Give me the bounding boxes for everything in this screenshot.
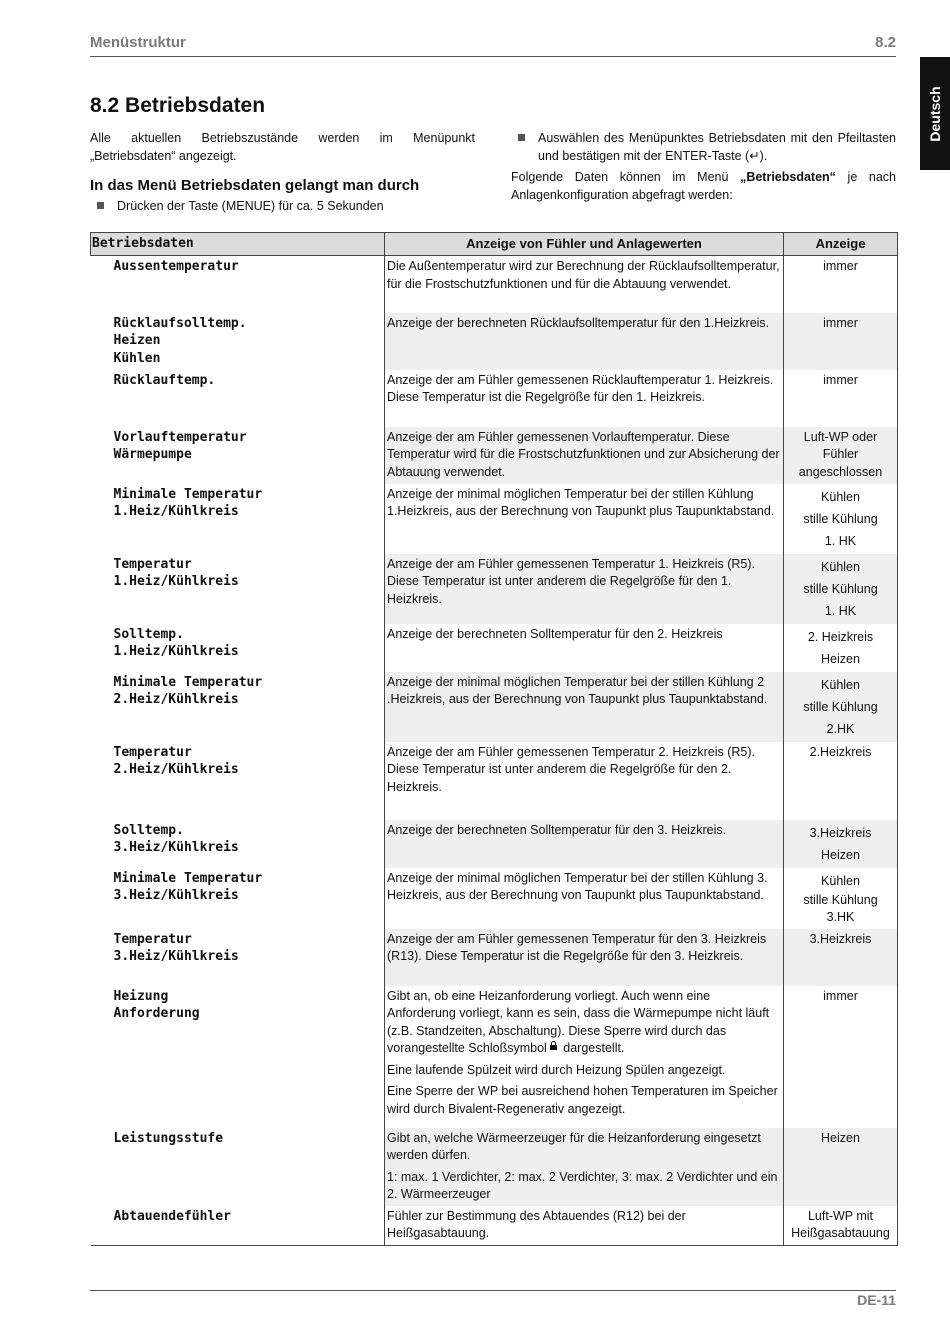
display-line: 2.Heizkreis	[809, 744, 872, 759]
row-name	[91, 427, 385, 484]
row-display	[784, 313, 898, 370]
row-description	[385, 484, 784, 554]
desc-text: Anzeige der berechneten Rücklaufsolltemperatur für den 1.Heizkreis.	[387, 315, 770, 330]
table-row	[91, 484, 898, 554]
table-row	[91, 427, 898, 484]
bullet-text: Auswählen des Menüpunktes Betriebsdaten mit den Pfeiltasten und bestätigen mit der ENTER-Taste (↵).	[538, 131, 896, 163]
desc-text: Anzeige der minimal möglichen Temperatur bei der stillen Kühlung 1.Heizkreis, aus der Berechnung von Taupunkt plus Taupunktabstand.	[387, 486, 775, 518]
display-line: immer	[823, 988, 858, 1003]
row-display	[784, 554, 898, 624]
display-line: Heizen	[821, 1130, 860, 1145]
header-rule	[90, 56, 896, 57]
display-line: 3.HK	[826, 910, 855, 924]
table-header-row	[91, 233, 898, 256]
desc-text: Eine Sperre der WP bei ausreichend hohen Temperaturen im Speicher wird durch Bivalent-Regenerativ angezeigt.	[387, 1084, 778, 1116]
row-name	[91, 256, 385, 313]
desc-text-part: Gibt an, ob eine Heizanforderung vorliegt. Auch wenn eine Anforderung vorliegt, kann es sein, dass die Wärmepumpe nicht läuft (z.B. Standzeiten, Abschaltung). Diese Sperre wird durch das vorangestellte Schloßsymbol	[387, 988, 770, 1055]
row-description	[385, 820, 784, 868]
name-line: Aussentemperatur	[113, 259, 239, 274]
bullet-text: Drücken der Taste (MENUE) für ca. 5 Sekunden	[117, 199, 384, 213]
table-row	[91, 742, 898, 820]
name-line: Wärmepumpe	[113, 447, 192, 462]
row-description	[385, 672, 784, 742]
row-description	[385, 742, 784, 820]
row-description	[385, 986, 784, 1128]
row-description	[385, 427, 784, 484]
bullet-menue-key	[97, 198, 477, 216]
display-line: immer	[823, 372, 858, 387]
name-line: Temperatur	[113, 744, 192, 760]
table-row	[91, 672, 898, 742]
display-line: Kühlen	[821, 489, 860, 504]
data-intro-paragraph	[511, 169, 896, 204]
name-line: Anforderung	[113, 1006, 200, 1021]
row-name	[91, 868, 385, 929]
row-name	[91, 484, 385, 554]
desc-text: Anzeige der minimal möglichen Temperatur bei der stillen Kühlung 2 .Heizkreis, aus der Berechnung von Taupunkt plus Taupunktabstand.	[387, 674, 768, 706]
desc-text: Anzeige der am Fühler gemessenen Temperatur für den 3. Heizkreis (R13). Diese Temperatur ist die Regelgröße für den 3. Heizkreis.	[387, 931, 767, 963]
display-line: Heizen	[821, 651, 860, 666]
name-line: Temperatur	[113, 556, 192, 572]
table-row	[91, 820, 898, 868]
operating-data-table	[90, 232, 898, 1246]
display-line: Fühler	[822, 447, 859, 461]
row-display	[784, 672, 898, 742]
table-row	[91, 554, 898, 624]
name-line: Minimale Temperatur	[113, 486, 263, 502]
name-line: Rücklaufsolltemp.	[113, 315, 247, 331]
para-text-end: je nach Anlagenkonfiguration abgefragt werden:	[511, 170, 897, 202]
name-line: 2.Heiz/Kühlkreis	[113, 692, 239, 707]
language-tab-label: Deutsch	[927, 85, 943, 142]
row-display	[784, 370, 898, 427]
bullet-square-icon	[97, 202, 104, 209]
table-row	[91, 370, 898, 427]
row-display	[784, 624, 898, 672]
display-line: Luft-WP mit	[807, 1208, 874, 1223]
row-name	[91, 672, 385, 742]
display-line: 3.Heizkreis	[809, 825, 872, 840]
col-header-display: Anzeige	[784, 233, 898, 256]
para-text: Folgende Daten können im Menü	[511, 170, 741, 184]
row-description	[385, 1128, 784, 1206]
name-line: 3.Heiz/Kühlkreis	[113, 840, 239, 855]
name-line: 3.Heiz/Kühlkreis	[113, 888, 239, 903]
desc-text: Fühler zur Bestimmung des Abtauendes (R12) bei der Heißgasabtauung.	[387, 1208, 686, 1240]
name-line: Minimale Temperatur	[113, 870, 263, 886]
language-tab	[920, 57, 950, 170]
display-line: Kühlen	[821, 559, 860, 574]
desc-text: Gibt an, welche Wärmeerzeuger für die Heizanforderung eingesetzt werden dürfen.	[387, 1130, 761, 1162]
section-title: 8.2 Betriebsdaten	[90, 94, 266, 117]
subheading: In das Menü Betriebsdaten gelangt man durch	[90, 177, 420, 194]
footer-rule	[90, 1290, 896, 1291]
name-line: 1.Heiz/Kühlkreis	[113, 504, 239, 519]
display-line: stille Kühlung	[803, 892, 878, 907]
desc-text: Diese Temperatur ist unter anderem die Regelgröße für den 2. Heizkreis.	[387, 762, 732, 794]
desc-text: Die Außentemperatur wird zur Berechnung der Rücklaufsolltemperatur, für die Frostschutzfunktionen und für die Abtauung verwendet.	[387, 259, 780, 291]
name-line: Minimale Temperatur	[113, 674, 263, 690]
table-row	[91, 256, 898, 313]
display-line: stille Kühlung	[803, 511, 878, 526]
col-header-name: Betriebsdaten	[91, 233, 385, 256]
display-line: Kühlen	[821, 677, 860, 692]
row-name	[91, 1128, 385, 1206]
table-row	[91, 313, 898, 370]
row-display	[784, 929, 898, 986]
row-display	[784, 820, 898, 868]
name-line: 2.Heiz/Kühlkreis	[113, 762, 239, 777]
name-line: 3.Heiz/Kühlkreis	[113, 949, 239, 964]
row-display	[784, 484, 898, 554]
name-line: Rücklauftemp.	[113, 372, 216, 388]
row-display	[784, 742, 898, 820]
running-header-section: Menüstruktur	[90, 34, 186, 51]
running-header-number: 8.2	[875, 34, 896, 51]
row-name	[91, 986, 385, 1128]
desc-text: Anzeige der berechneten Solltemperatur für den 2. Heizkreis	[387, 626, 723, 641]
desc-text: Eine laufende Spülzeit wird durch Heizung Spülen angezeigt.	[387, 1062, 726, 1077]
row-display	[784, 256, 898, 313]
row-description	[385, 624, 784, 672]
display-line: 2. Heizkreis	[807, 629, 874, 644]
row-display	[784, 1128, 898, 1206]
display-line: 1. HK	[824, 603, 857, 618]
row-display	[784, 1206, 898, 1246]
row-description	[385, 256, 784, 313]
display-line: 2.HK	[826, 721, 855, 736]
para-bold-menu: „Betriebsdaten“	[740, 170, 836, 184]
desc-text: 1: max. 1 Verdichter, 2: max. 2 Verdichter, 3: max. 2 Verdichter und ein 2. Wärmeerzeuger	[387, 1169, 778, 1201]
name-line: 1.Heiz/Kühlkreis	[113, 574, 239, 589]
bullet-select-item	[518, 130, 896, 165]
name-line: Temperatur	[113, 931, 192, 947]
display-line: 3.Heizkreis	[809, 931, 872, 946]
name-line: Heizen	[113, 333, 161, 348]
row-name	[91, 624, 385, 672]
display-line: Heißgasabtauung	[791, 1226, 890, 1240]
desc-text: Anzeige der am Fühler gemessenen Temperatur 1. Heizkreis (R5). Diese Temperatur ist unter anderem die Regelgröße für den 1. Heizkreis.	[387, 556, 755, 606]
page-number: DE-11	[857, 1292, 896, 1308]
name-line: Solltemp.	[113, 822, 184, 838]
row-description	[385, 929, 784, 986]
name-line: Solltemp.	[113, 626, 184, 642]
row-name	[91, 313, 385, 370]
row-description	[385, 868, 784, 929]
row-name	[91, 1206, 385, 1246]
display-line: immer	[823, 259, 858, 273]
row-description	[385, 1206, 784, 1246]
table-row	[91, 986, 898, 1128]
col-header-description: Anzeige von Fühler und Anlagewerten	[385, 233, 784, 256]
lock-icon	[550, 1041, 557, 1050]
name-line: Leistungsstufe	[113, 1130, 224, 1146]
display-line: stille Kühlung	[803, 581, 878, 596]
row-name	[91, 929, 385, 986]
desc-text: Anzeige der am Fühler gemessenen Temperatur 2. Heizkreis (R5).	[387, 744, 755, 759]
desc-text-part: dargestellt.	[559, 1041, 625, 1055]
row-name	[91, 742, 385, 820]
desc-text: Anzeige der minimal möglichen Temperatur bei der stillen Kühlung 3. Heizkreis, aus der Berechnung von Taupunkt plus Taupunktabstand.	[387, 870, 768, 902]
row-display	[784, 427, 898, 484]
desc-text: Anzeige der am Fühler gemessenen Vorlauftemperatur. Diese Temperatur wird für die Frostschutzfunktionen und zur Absicherung der Abtauung verwendet.	[387, 429, 780, 479]
name-line: Vorlauftemperatur	[113, 429, 247, 445]
display-line: Luft-WP oder	[803, 429, 878, 444]
desc-text	[387, 988, 781, 1058]
desc-text: Anzeige der am Fühler gemessenen Rücklauftemperatur 1. Heizkreis. Diese Temperatur ist die Regelgröße für den 1. Heizkreis.	[387, 372, 774, 404]
table-row	[91, 929, 898, 986]
display-line: immer	[823, 315, 858, 330]
row-name	[91, 820, 385, 868]
intro-paragraph: Alle aktuellen Betriebszustände werden im Menüpunkt „Betriebsdaten“ angezeigt.	[90, 131, 475, 163]
display-line: 1. HK	[824, 533, 857, 548]
table-row	[91, 868, 898, 929]
row-description	[385, 554, 784, 624]
row-name	[91, 370, 385, 427]
table-row	[91, 1206, 898, 1246]
name-line: Heizung	[113, 988, 169, 1004]
row-description	[385, 313, 784, 370]
display-line: angeschlossen	[798, 464, 883, 479]
display-line: stille Kühlung	[803, 699, 878, 714]
name-line: 1.Heiz/Kühlkreis	[113, 644, 239, 659]
name-line: Abtauendefühler	[113, 1208, 231, 1224]
display-line: Kühlen	[821, 873, 860, 888]
row-name	[91, 554, 385, 624]
row-display	[784, 868, 898, 929]
display-line: Heizen	[821, 847, 860, 862]
table-row	[91, 1128, 898, 1206]
table-row	[91, 624, 898, 672]
row-display	[784, 986, 898, 1128]
name-line: Kühlen	[113, 350, 161, 366]
bullet-square-icon	[518, 134, 525, 141]
desc-text: Anzeige der berechneten Solltemperatur für den 3. Heizkreis.	[387, 822, 727, 837]
row-description	[385, 370, 784, 427]
